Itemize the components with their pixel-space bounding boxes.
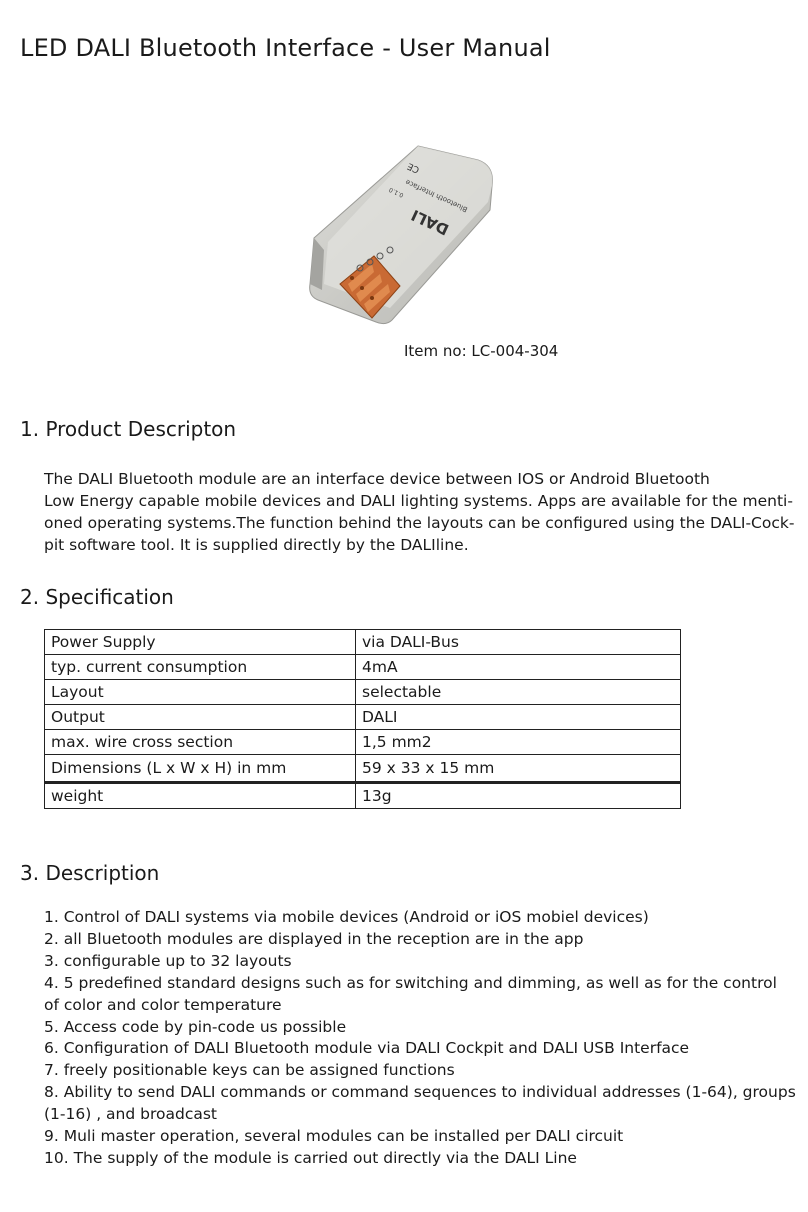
spec-label: Power Supply	[45, 630, 356, 655]
device-version: 0.1.0	[388, 185, 405, 199]
list-item: 10. The supply of the module is carried out directly via the DALI Line	[44, 1148, 577, 1167]
description-line: The DALI Bluetooth module are an interface device between IOS or Android Bluetooth	[44, 470, 710, 488]
table-row	[45, 680, 681, 705]
list-item: 9. Muli master operation, several modules can be installed per DALI circuit	[44, 1127, 624, 1146]
product-description-text	[44, 468, 796, 556]
description-line: oned operating systems.The function behind the layouts can be configured using the DALI-Cock-	[44, 514, 795, 532]
device-sublabel: Bluetooth Interface	[404, 177, 469, 214]
table-row	[45, 705, 681, 730]
section-heading-product-description: 1. Product Descripton	[20, 417, 237, 441]
page-title: LED DALI Bluetooth Interface - User Manual	[20, 34, 551, 62]
list-item: 1. Control of DALI systems via mobile devices (Android or iOS mobiel devices)	[44, 908, 649, 926]
spec-value: 59 x 33 x 15 mm	[356, 755, 681, 783]
spec-value: DALI	[356, 705, 681, 730]
list-item: 6. Configuration of DALI Bluetooth module via DALI Cockpit and DALI USB Interface	[44, 1039, 690, 1058]
list-item: 5. Access code by pin-code us possible	[44, 1017, 347, 1036]
product-image	[300, 138, 505, 333]
spec-value: via DALI-Bus	[356, 630, 681, 655]
table-row	[45, 783, 681, 809]
specification-table	[44, 629, 681, 809]
list-item: 4. 5 predefined standard designs such as for switching and dimming, as well as for the control of color and color temperature	[44, 973, 777, 1014]
spec-label: Layout	[45, 680, 356, 705]
table-row	[45, 655, 681, 680]
ce-mark: CE	[406, 160, 422, 175]
item-number: Item no: LC-004-304	[404, 342, 559, 360]
spec-label: weight	[45, 783, 356, 809]
spec-label: typ. current consumption	[45, 655, 356, 680]
spec-value: 4mA	[356, 655, 681, 680]
device-label: DALI	[408, 205, 452, 239]
description-line: Low Energy capable mobile devices and DALI lighting systems. Apps are available for the menti-	[44, 492, 793, 510]
section-heading-specification: 2. Specification	[20, 585, 174, 609]
feature-list	[44, 907, 796, 1170]
spec-value: 1,5 mm2	[356, 730, 681, 755]
spec-label: max. wire cross section	[45, 730, 356, 755]
spec-value: 13g	[356, 783, 681, 809]
table-row	[45, 755, 681, 783]
section-heading-description: 3. Description	[20, 861, 160, 885]
list-item: 8. Ability to send DALI commands or command sequences to individual addresses (1-64), groups (1-16) , and broadcast	[44, 1083, 796, 1124]
spec-label: Dimensions (L x W x H) in mm	[45, 755, 356, 783]
spec-value: selectable	[356, 680, 681, 705]
table-row	[45, 730, 681, 755]
list-item: 2. all Bluetooth modules are displayed in the reception are in the app	[44, 929, 584, 948]
list-item: 7. freely positionable keys can be assigned functions	[44, 1061, 455, 1080]
description-line: pit software tool. It is supplied directly by the DALIline.	[44, 536, 469, 554]
spec-label: Output	[45, 705, 356, 730]
list-item: 3. configurable up to 32 layouts	[44, 951, 292, 970]
table-row	[45, 630, 681, 655]
